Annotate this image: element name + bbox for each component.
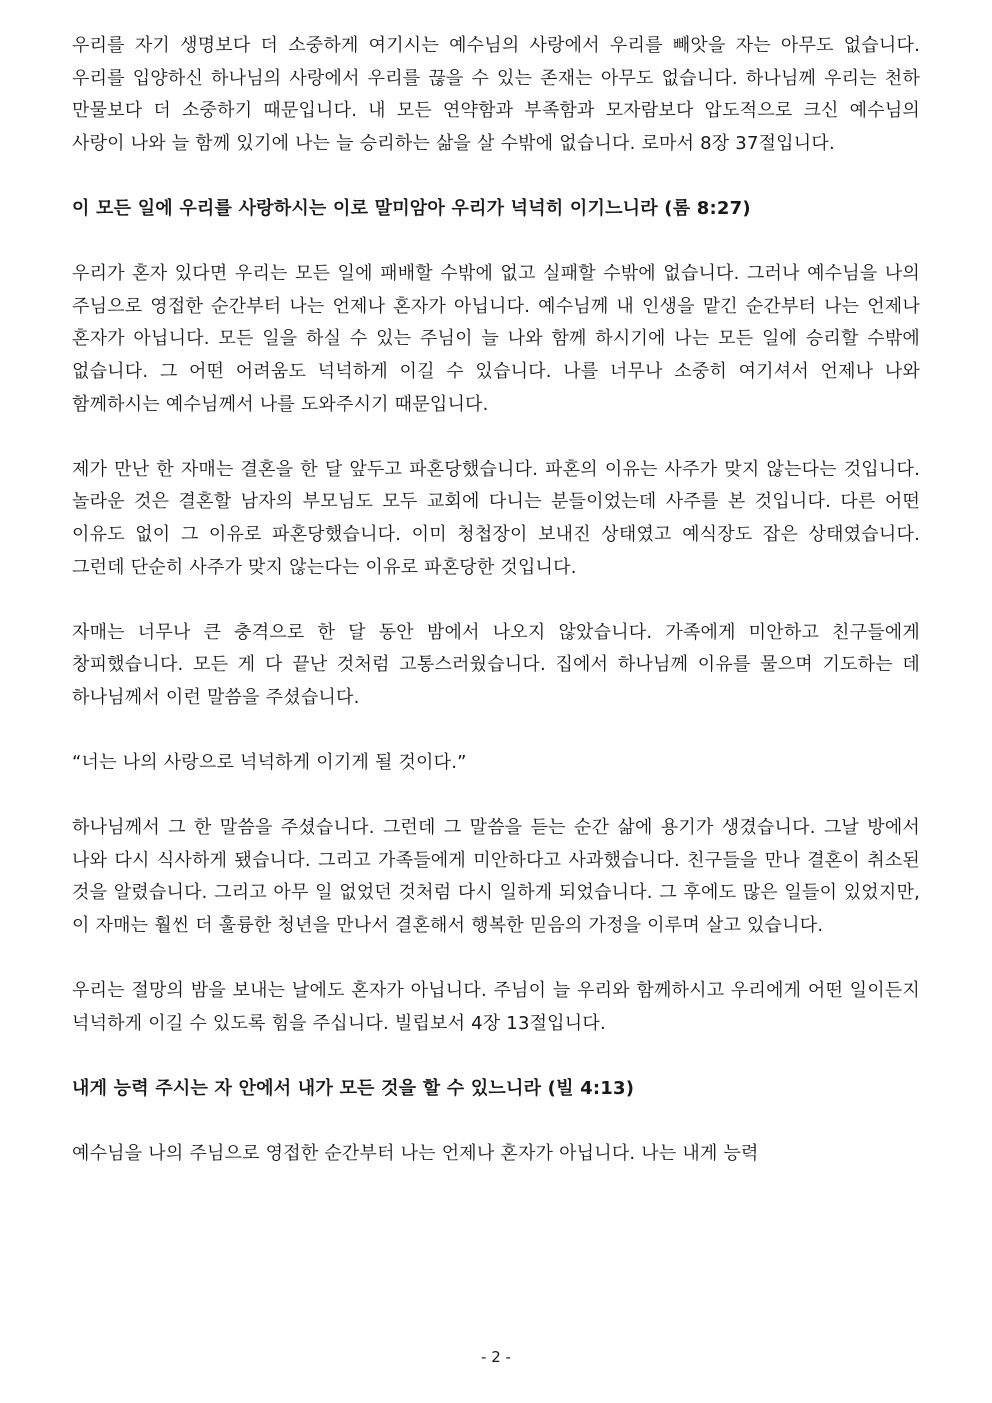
scripture-verse: 내게 능력 주시는 자 안에서 내가 모든 것을 할 수 있느니라 (빌 4:13) (72, 1078, 635, 1099)
quotation: “너는 나의 사랑으로 넉넉하게 이기게 될 것이다.” (72, 752, 467, 774)
paragraph: 우리는 절망의 밤을 보내는 날에도 혼자가 아닙니다. 주님이 늘 우리와 함께하시고 우리에게 어떤 일이든지 넉넉하게 이길 수 있도록 힘을 주십니다. 빌립보서 4장 13절입니다. (72, 980, 920, 1034)
paragraph: 예수님을 나의 주님으로 영접한 순간부터 나는 언제나 혼자가 아닙니다. 나는 내게 능력 (72, 1143, 759, 1165)
document-body (72, 30, 920, 1203)
paragraph: 자매는 너무나 큰 충격으로 한 달 동안 밤에서 나오지 않았습니다. 가족에게 미안하고 친구들에게 창피했습니다. 모든 게 다 끝난 것처럼 고통스러웠습니다. 집에서 하나님께 이유를 물으며 기도하는 데 하나님께서 이런 말씀을 주셨습니다. (72, 621, 920, 708)
scripture-verse: 이 모든 일에 우리를 사랑하시는 이로 말미암아 우리가 넉넉히 이기느니라 (롬 8:27) (72, 197, 751, 219)
paragraph: 우리가 혼자 있다면 우리는 모든 일에 패배할 수밖에 없고 실패할 수밖에 없습니다. 그러나 예수님을 나의 주님으로 영접한 순간부터 나는 언제나 혼자가 아닙니다. 예수님께 내 인생을 맡긴 순간부터 나는 언제나 혼자가 아닙니다. 모든 일을 하실 수 있는 주님이 늘 나와 함께 하시기에 나는 모든 일에 승리할 수밖에 없습니다. 그 어떤 어려움도 넉넉하게 이길 수 있습니다. 나를 너무나 소중히 여기셔서 언제나 나와 함께하시는 예수님께서 나를 도와주시기 때문입니다. (72, 263, 920, 415)
paragraph: 제가 만난 한 자매는 결혼을 한 달 앞두고 파혼당했습니다. 파혼의 이유는 사주가 맞지 않는다는 것입니다. 놀라운 것은 결혼할 남자의 부모님도 모두 교회에 다니는 분들이었는데 사주를 본 것입니다. 다른 어떤 이유도 없이 그 이유로 파혼당했습니다. 이미 청첩장이 보내진 상태였고 예식장도 잡은 상태였습니다. 그런데 단순히 사주가 맞지 않는다는 이유로 파혼당한 것입니다. (72, 458, 920, 578)
paragraph: 하나님께서 그 한 말씀을 주셨습니다. 그런데 그 말씀을 듣는 순간 삶에 용기가 생겼습니다. 그날 방에서 나와 다시 식사하게 됐습니다. 그리고 가족들에게 미안하다고 사과했습니다. 친구들을 만나 결혼이 취소된 것을 알렸습니다. 그리고 아무 일 없었던 것처럼 다시 일하게 되었습니다. 그 후에도 많은 일들이 있었지만, 이 자매는 훨씬 더 훌륭한 청년을 만나서 결혼해서 행복한 믿음의 가정을 이루며 살고 있습니다. (72, 817, 920, 937)
page-number: - 2 - (481, 1348, 511, 1366)
paragraph: 우리를 자기 생명보다 더 소중하게 여기시는 예수님의 사랑에서 우리를 빼앗을 자는 아무도 없습니다. 우리를 입양하신 하나님의 사랑에서 우리를 끊을 수 있는 존재는 아무도 없습니다. 하나님께 우리는 천하 만물보다 더 소중하기 때문입니다. 내 모든 연약함과 부족함과 모자람보다 압도적으로 크신 예수님의 사랑이 나와 늘 함께 있기에 나는 늘 승리하는 삶을 살 수밖에 없습니다. 로마서 8장 37절입니다. (72, 35, 920, 154)
